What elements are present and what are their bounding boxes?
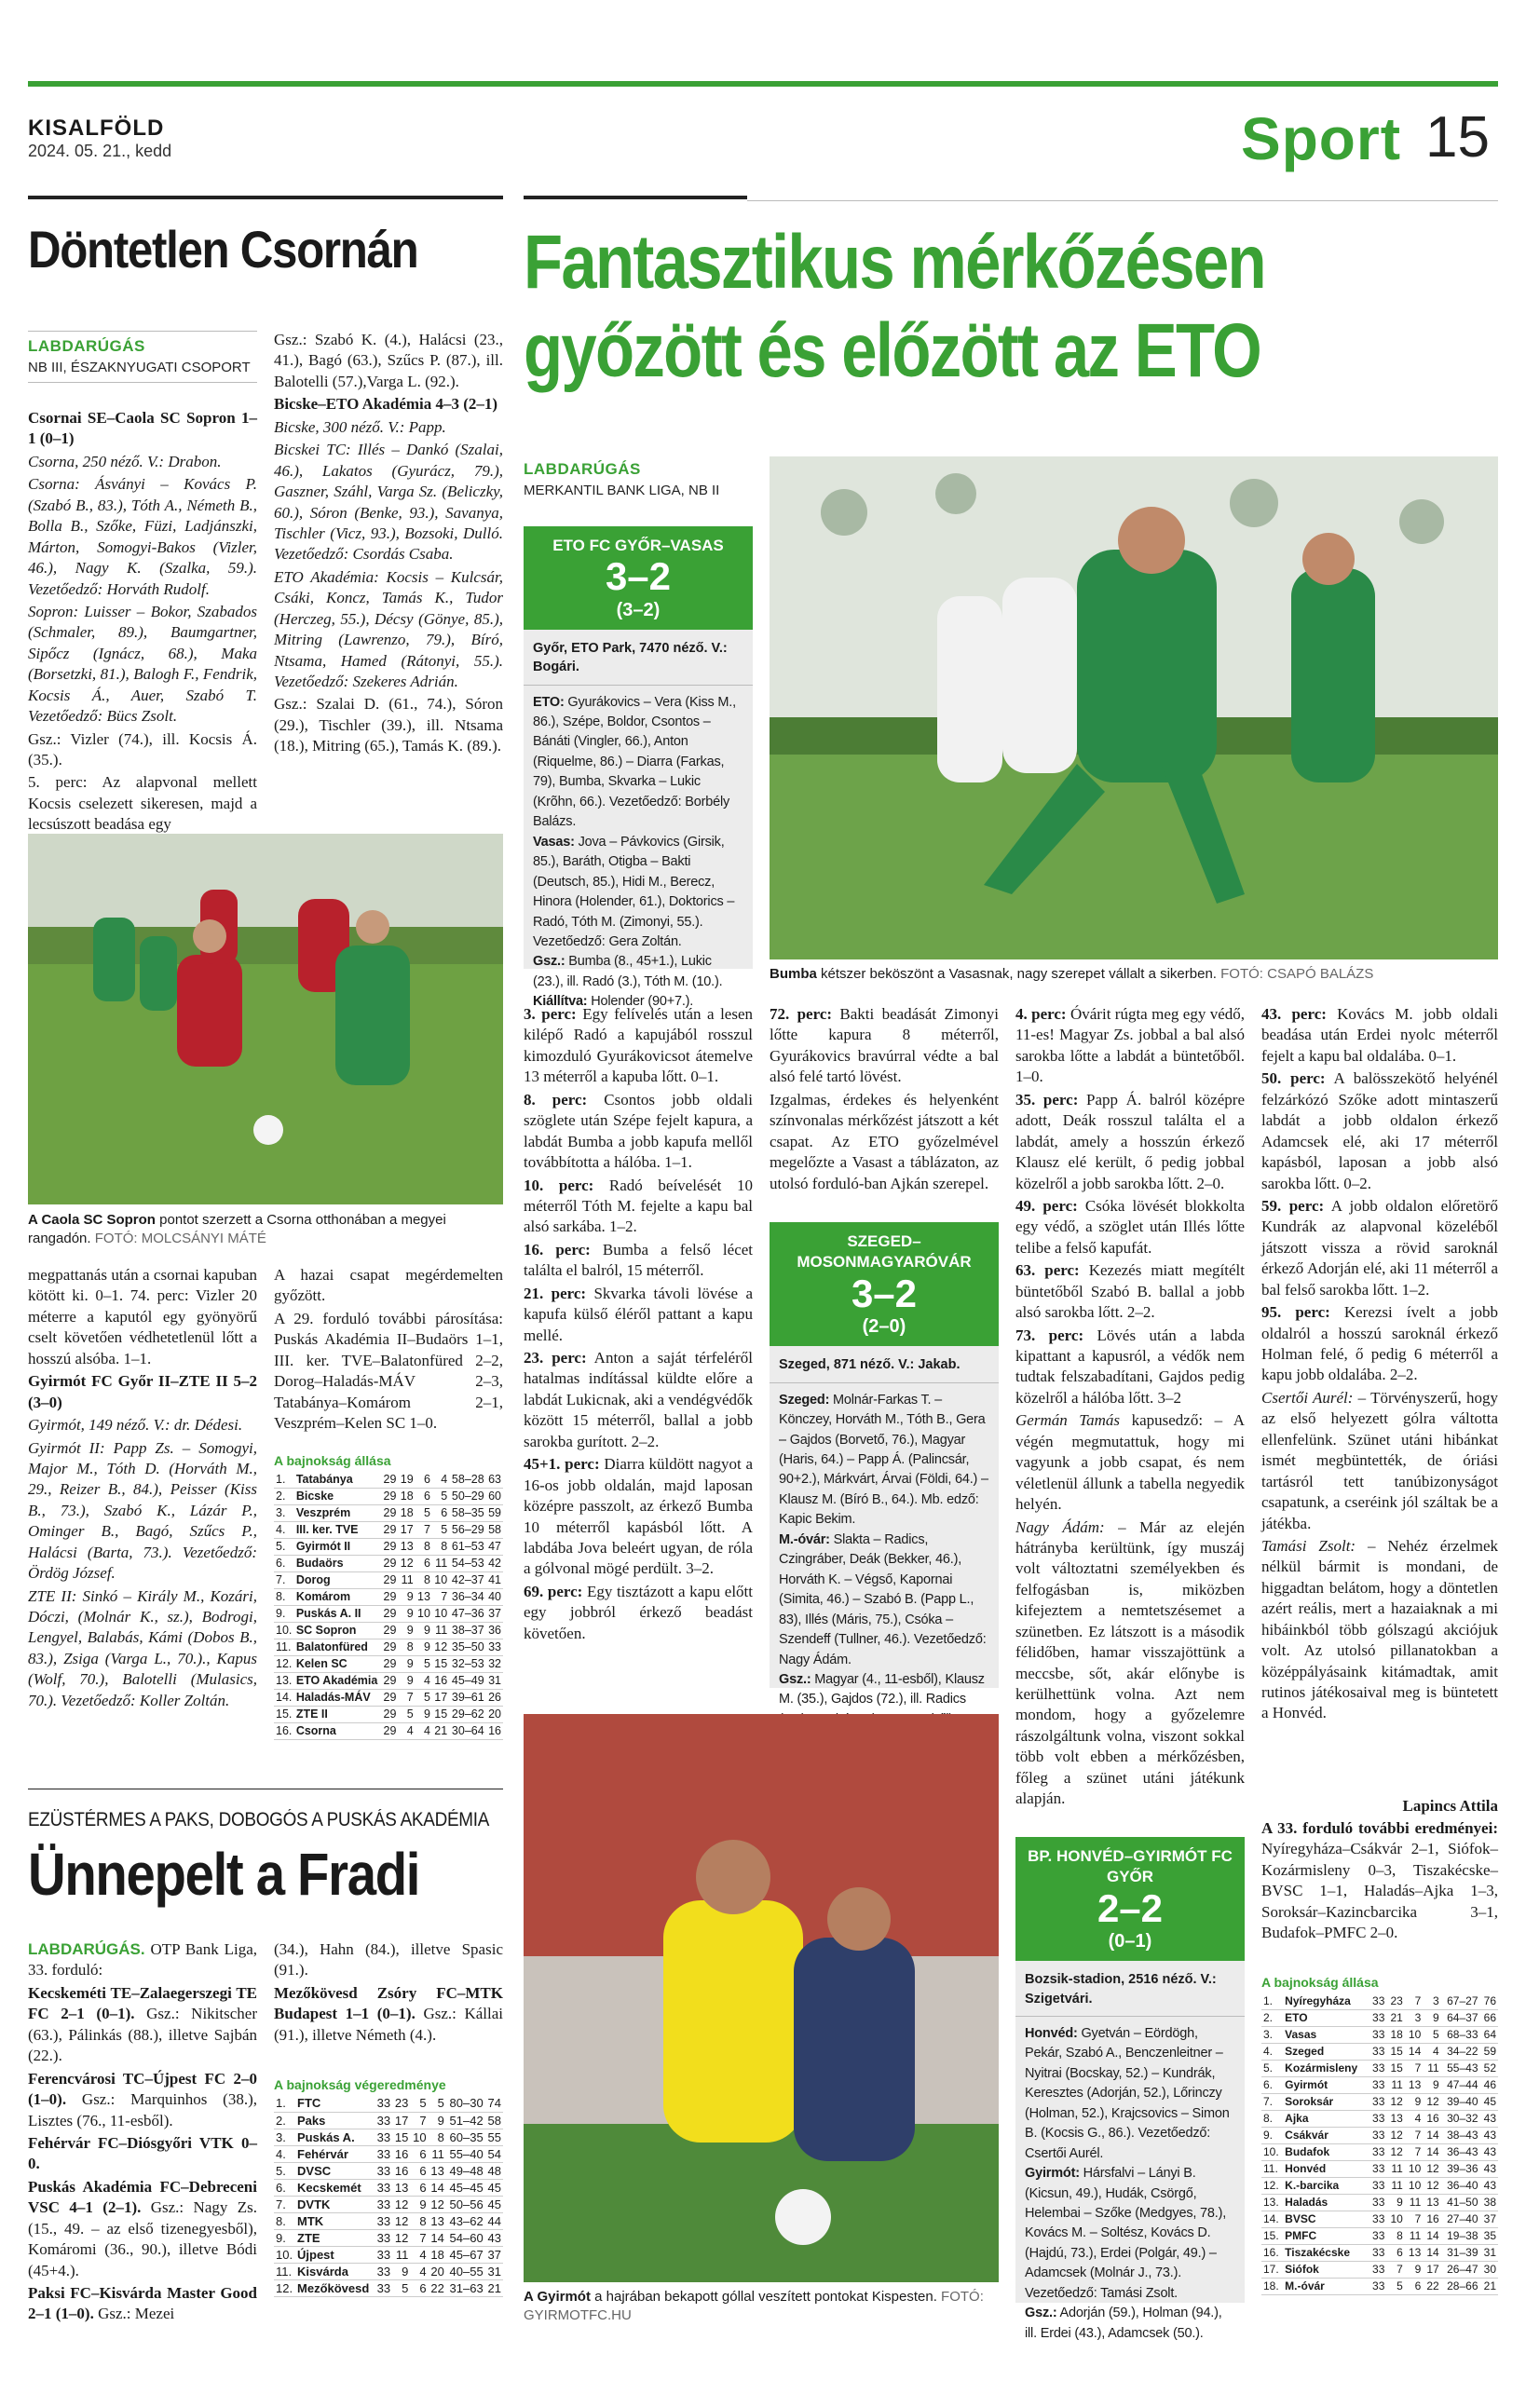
csorna-photo-caption: A Caola SC Sopron pontot szerzett a Csorna otthonában a megyei rangadón. FOTÓ: MOLCSÁNYI MÁTÉ bbox=[28, 1212, 446, 1246]
standings-row: 3. Vasas 33 18 10 5 68–33 64 bbox=[1263, 2028, 1496, 2041]
bumba-photo-caption: Bumba kétszer beköszönt a Vasasnak, nagy szerepet vállalt a sikerben. FOTÓ: CSAPÓ BALÁZS bbox=[770, 966, 1374, 982]
nb2-standings-title: A bajnokság állása bbox=[1261, 1975, 1379, 1990]
szeged-movar-score: 3–2 bbox=[851, 1271, 918, 1315]
nb3-standings bbox=[274, 1453, 503, 1740]
paragraph: Kiállítva: Holender (90+7.). bbox=[533, 994, 694, 1010]
paragraph: 95. perc: Kerezsi ívelt a jobb oldalról a hosszú saroknál érkező Holman felé, ő pedig 6 méterről a kapu jobb oldalába. 2–2. bbox=[1261, 1303, 1498, 1384]
paragraph: Puskás Akadémia FC–Debreceni VSC 4–1 (2–1). Gsz.: Nagy Zs. (15., 49. – az első tizenegyesből), Komáromi (36., 90.), illetve Bódi (45+4.). bbox=[28, 2177, 257, 2279]
left-article-column-4 bbox=[274, 1265, 503, 1436]
standings-row: 6. Kecskemét 33 13 6 14 45–45 45 bbox=[276, 2180, 501, 2195]
paragraph: Honvéd: Gyetván – Eördögh, Pekár, Szabó A., Benczenleitner – Nyitrai (Bocskay, 52.) – Kundrák, Keresztes (Adorján, 52.), Lőrinczy (Holman, 52.), Krajcsovics – Simon B. (Kocsis G., 86.). Vezetőedző: Csertői Aurél. bbox=[1025, 2025, 1230, 2161]
paragraph: Germán Tamás kapusedző: – A végén megmutattuk, hogy mi vagyunk a jobb csapat, és nem véletlenül állunk a tabella negyedik helyén. bbox=[1015, 1411, 1245, 1514]
main-title-line-2: győzött és előzött az ETO bbox=[524, 308, 1261, 393]
paragraph: 4. perc: Óvárit rúgta meg egy védő, 11-es! Magyar Zs. jobbal a bal alsó sarokba lőtte a labdát a büntetőből. 1–0. bbox=[1015, 1005, 1246, 1086]
standings-row: 10. SC Sopron 29 9 9 11 38–37 36 bbox=[276, 1624, 501, 1637]
main-thin-rule bbox=[747, 200, 1498, 201]
paragraph: 10. perc: Radó beívelését 10 méterről Tóth M. fejelte a kapu bal alsó sarkába. 1–2. bbox=[524, 1176, 753, 1236]
csorna-match-photo bbox=[28, 834, 503, 1204]
standings-row: 2. Paks 33 17 7 9 51–42 58 bbox=[276, 2113, 501, 2128]
standings-row: 12. Kelen SC 29 9 5 15 32–53 32 bbox=[276, 1657, 501, 1670]
nb3-standings-table bbox=[274, 1471, 503, 1740]
left-article-column-2 bbox=[274, 330, 503, 759]
nb2-standings bbox=[1261, 1975, 1498, 2295]
fradi-title: Ünnepelt a Fradi bbox=[28, 1841, 420, 1908]
left-article-column-1 bbox=[28, 408, 257, 837]
standings-row: 5. Gyirmót II 29 13 8 8 61–53 47 bbox=[276, 1540, 501, 1553]
paragraph: (34.), Hahn (84.), illetve Spasic (91.). bbox=[274, 1940, 503, 1979]
standings-row: 13. Haladás 33 9 11 13 41–50 38 bbox=[1263, 2196, 1496, 2209]
paragraph: Gyirmót FC Győr II–ZTE II 5–2 (3–0) bbox=[28, 1372, 257, 1411]
paragraph: Gsz.: Adorján (59.), Holman (94.), ill. Erdei (43.), Adamcsek (50.). bbox=[1025, 2306, 1222, 2341]
main-column-c bbox=[1015, 1004, 1245, 1812]
standings-row: 9. Csákvár 33 12 7 14 38–43 43 bbox=[1263, 2129, 1496, 2142]
nb1-standings bbox=[274, 2077, 503, 2297]
standings-row: 8. MTK 33 12 8 13 43–62 44 bbox=[276, 2213, 501, 2228]
standings-row: 2. Bicske 29 18 6 5 50–29 60 bbox=[276, 1490, 501, 1503]
standings-row: 7. DVTK 33 12 9 12 50–56 45 bbox=[276, 2197, 501, 2211]
standings-row: 7. Soroksár 33 12 9 12 39–40 45 bbox=[1263, 2095, 1496, 2108]
paragraph: 16. perc: Bumba a felső lécet találta el balról, 15 méterről. bbox=[524, 1240, 754, 1280]
paragraph: megpattanás után a csornai kapuban kötött ki. 0–1. 74. perc: Vizler 20 méterre a kaputól egy gyönyörű cselt követően védhetetlenül lőtt a hosszú alsóba. 1–1. bbox=[28, 1266, 257, 1367]
standings-row: 10. Budafok 33 12 7 14 36–43 43 bbox=[1263, 2145, 1496, 2158]
standings-row: 3. Veszprém 29 18 5 6 58–35 59 bbox=[276, 1506, 501, 1519]
paragraph: 8. perc: Csontos jobb oldali szöglete után Szépe fejelt kapura, a labdát Bumba a jobb kapufa mellől továbbította a hálóba. 1–1. bbox=[524, 1090, 753, 1172]
paragraph: Csorna, 250 néző. V.: Drabon. bbox=[28, 452, 222, 470]
main-column-rule bbox=[524, 196, 747, 199]
paragraph: Gyirmót, 149 néző. V.: dr. Dédesi. bbox=[28, 1416, 243, 1435]
szeged-movar-header: SZEGED–MOSONMAGYARÓVÁR 3–2 (2–0) bbox=[770, 1222, 999, 1346]
paragraph: 21. perc: Skvarka távoli lövése a kapufa külső éléről pattant a kapu mellé. bbox=[524, 1284, 753, 1344]
honved-gyirmot-header: BP. HONVÉD–GYIRMÓT FC GYŐR 2–2 (0–1) bbox=[1015, 1837, 1245, 1961]
paragraph: 35. perc: Papp Á. balról középre adott, Deák rosszul találta el a labdát, amely a hosszún érkező Klausz elé került, ő pedig jobbal közelről a jobb sarokba lőtt. 2–0. bbox=[1015, 1090, 1245, 1192]
paragraph: Gsz.: Vizler (74.), ill. Kocsis Á. (35.). bbox=[28, 729, 257, 769]
standings-row: 16. Tiszakécske 33 6 13 14 31–39 31 bbox=[1263, 2246, 1496, 2259]
nb2-round-results: A 33. forduló további eredményei: Nyíregyháza–Csákvár 2–1, Siófok–Kozármisleny 0–3, Tiszakécske–BVSC 1–1, Haladás–Ajka 1–3, Soroksár–Kazincbarcika 3–1, Budafok–PMFC 2–0. bbox=[1261, 1819, 1498, 1942]
standings-row: 4. III. ker. TVE 29 17 7 5 56–29 58 bbox=[276, 1523, 501, 1536]
paragraph: Gyirmót II: Papp Zs. – Somogyi, Major M., Tóth D. (Horváth M., 29., Reizer B., 84.), Peisser (Kiss B., 73.), Szabó K., Lázár P., Ominger B., Bagó, Szűcs P., Halácsi (Barta, 73.). Vezetőedző: Ördög József. bbox=[28, 1438, 257, 1583]
paragraph: Csorna: Ásványi – Kovács P. (Szabó B., 83.), Tóth A., Németh B., Bolla B., Szőke, Füzi, Ladjánszki, Márton, Somogyi-Bakos (Vizler, 46.), Nagy K. (Szalka, 59.). Vezetőedző: Horváth Rudolf. bbox=[28, 475, 257, 598]
standings-row: 13. ETO Akadémia 29 9 4 16 45–49 31 bbox=[276, 1674, 501, 1687]
standings-row: 17. Siófok 33 7 9 17 26–47 30 bbox=[1263, 2263, 1496, 2276]
paragraph: 72. perc: Bakti beadását Zimonyi lőtte kapura 8 méterről, Gyurákovics bravúrral védte a bal alsó felé tartó lövést. bbox=[770, 1005, 999, 1086]
paragraph: Mezőkövesd Zsóry FC–MTK Budapest 1–1 (0–1). Gsz.: Kállai (91.), illetve Németh (4.). bbox=[274, 1983, 503, 2044]
left-column-rule bbox=[28, 196, 503, 199]
paragraph: Gyirmót: Hársfalvi – Lányi B. (Kicsun, 49.), Hudák, Csörgő, Helembai – Szőke (Medgyes, 78.), Kovács M. – Soltész, Kovács D. (Hajdú, 73.), Erdei (Polgár, 49.) – Adamcsek (Molnár J., 73.). Vezetőedző: Tamási Zsolt. bbox=[1025, 2166, 1227, 2301]
paragraph: Paksi FC–Kisvárda Master Good 2–1 (1–0). Gsz.: Mezei bbox=[28, 2284, 257, 2323]
standings-row: 5. DVSC 33 16 6 13 49–48 48 bbox=[276, 2163, 501, 2178]
eto-vasas-lineups bbox=[524, 686, 753, 1020]
main-kicker: LABDARÚGÁS bbox=[524, 460, 641, 478]
standings-row: 11. Honvéd 33 11 10 12 39–36 43 bbox=[1263, 2162, 1496, 2175]
paragraph: Nagy Ádám: – Már az elején hátrányba kerültünk, így muszáj volt változtatni személyekben és felfogásban is, miközben kifejeztem a nemtetszésemet a szünetben. Ez látszott is a második félidőben, hamar visszajöttünk a meccsbe, sőt, akár előnybe is kerülhettünk volna. Azt nem mondom, hogy a győzelemre rászolgáltunk volna, viszont sokkal több volt ebben a mérkőzésben, főleg a szünet utáni játékunk alapján. bbox=[1015, 1517, 1245, 1808]
standings-row: 9. ZTE 33 12 7 14 54–60 43 bbox=[276, 2230, 501, 2245]
left-kicker-sub: NB III, ÉSZAKNYUGATI CSOPORT bbox=[28, 360, 251, 375]
publication-name: KISALFÖLD bbox=[28, 116, 165, 141]
paragraph: 5. perc: Az alapvonal mellett Kocsis cselezett sikeresen, majd a lecsúszott beadása egy bbox=[28, 773, 257, 834]
kicker-rule-bottom bbox=[28, 382, 257, 383]
paragraph: Izgalmas, érdekes és helyenként színvonalas mérkőzést játszott a két csapat. Az ETO győzelmével megelőzte a Vasast a táblázaton, az utolsó forduló-ban Ajkán szerepel. bbox=[770, 1090, 999, 1192]
paragraph: Bicske, 300 néző. V.: Papp. bbox=[274, 417, 446, 436]
main-kicker-sub: MERKANTIL BANK LIGA, NB II bbox=[524, 483, 720, 498]
fradi-kicker-line: EZÜSTÉRMES A PAKS, DOBOGÓS A PUSKÁS AKADÉMIA bbox=[28, 1809, 490, 1830]
standings-row: 12. K.-barcika 33 11 10 12 36–40 43 bbox=[1263, 2179, 1496, 2192]
paragraph: 50. perc: A balösszekötő helyénél felzárkózó Szőke adott mintaszerű labdát a jobb oldalon érkező Adamcsek elé, aki 17 méterről kapásból, laposan a jobb alsó sarokba lőtt. 0–2. bbox=[1261, 1069, 1498, 1192]
paragraph: 23. perc: Anton a saját térfeléről hatalmas indítással küldte előre a labdát Lukicnak, aki a vendégvédők között 15 méterről, ballal a jobb sarokba gurított. 2–2. bbox=[524, 1349, 753, 1450]
standings-row: 8. Komárom 29 9 13 7 36–34 40 bbox=[276, 1590, 501, 1603]
standings-row: 8. Ajka 33 13 4 16 30–32 43 bbox=[1263, 2112, 1496, 2125]
fradi-column-2 bbox=[274, 1939, 503, 2047]
paragraph: Sopron: Luisser – Bokor, Szabados (Schmaler, 89.), Baumgartner, Sipőcz (Ignácz, 68.), Maka (Borsetzki, 81.), Balogh F., Fendrik, Kocsis Á., Auer, Szabó T. Vezetőedző: Bücs Zsolt. bbox=[28, 602, 257, 726]
paragraph: M.-óvár: Slakta – Radics, Czingráber, Deák (Bekker, 46.), Horváth K. – Végső, Kapornai (Simita, 46.) – Szabó B. (Papp L., 83), Illés (Máris, 75.), Csóka – Szendeff (Tullner, 46.). Vezetőedző: Nagy Ádám. bbox=[779, 1531, 987, 1667]
honved-gyirmot-result-box bbox=[1015, 1837, 1245, 2341]
page-number: 15 bbox=[1425, 105, 1490, 170]
standings-row: 3. Puskás A. 33 15 10 8 60–35 55 bbox=[276, 2129, 501, 2144]
section-name: Sport bbox=[1241, 105, 1402, 172]
nb2-standings-table bbox=[1261, 1993, 1498, 2295]
main-column-d bbox=[1261, 1004, 1498, 1726]
gyirmot-photo-caption: A Gyirmót a hajrában bekapott góllal veszített pontokat Kispesten. FOTÓ: GYIRMOTFC.HU bbox=[524, 2289, 984, 2323]
paragraph: Gsz.: Magyar (4., 11-esből), Klausz M. (35.), Gajdos (72.), ill. Radics bbox=[779, 1672, 985, 1707]
honved-gyirmot-lineups bbox=[1015, 2017, 1245, 2351]
paragraph: 49. perc: Csóka lövését blokkolta egy védő, a szöglet után Illés lőtte telibe a felső kapufát. bbox=[1015, 1196, 1245, 1257]
nb1-standings-table bbox=[274, 2095, 503, 2297]
paragraph: Gsz.: Szabó K. (4.), Halácsi (23., 41.), Bagó (63.), Szűcs P. (87.), ill. Balotelli (57.),Varga L. (92.). bbox=[274, 331, 503, 390]
standings-row: 15. PMFC 33 8 11 14 19–38 35 bbox=[1263, 2229, 1496, 2242]
kicker-rule bbox=[28, 331, 257, 332]
paragraph: 3. perc: Egy felívelés után a lesen kilépő Radó a kapujából rosszul kimozduló Gyurákovicsot átemelve 13 méterről a kapuba lőtt. 0–1. bbox=[524, 1005, 753, 1086]
paragraph: 69. perc: Egy tisztázott a kapu előtt egy jobbról érkező beadást követően. bbox=[524, 1582, 753, 1642]
paragraph: A 29. forduló további párosítása: Puskás Akadémia II–Budaörs 1–1, III. ker. TVE–Balatonfüred 2–2, Dorog–Haladás-MÁV 2–3, Tatabánya–Komárom 2–1, Veszprém–Kelen SC 1–0. bbox=[274, 1309, 503, 1433]
standings-row: 4. Fehérvár 33 16 6 11 55–40 54 bbox=[276, 2146, 501, 2161]
paragraph: Csertői Aurél: – Törvényszerű, hogy az első helyezett gólra váltotta ellenfelünk. Szünet utáni hibánkat ismét megbüntették, de óriási tartásról tett tanúbizonyságot csapatunk, a cseréink jól száltak be a játékba. bbox=[1261, 1388, 1499, 1532]
paragraph: 43. perc: Kovács M. jobb oldali beadása után Erdei nyolc méterről fejelt a kapu bal oldalába. 0–1. bbox=[1261, 1005, 1498, 1065]
issue-date: 2024. 05. 21., kedd bbox=[28, 142, 172, 160]
paragraph: Kecskeméti TE–Zalaegerszegi TE FC 2–1 (0–1). Gsz.: Nikitscher (63.), Pálinkás (88.), illetve Sajbán (22.). bbox=[28, 1983, 257, 2065]
szeged-movar-result-box bbox=[770, 1222, 999, 1707]
standings-row: 2. ETO 33 21 3 9 64–37 66 bbox=[1263, 2011, 1496, 2024]
paragraph: Fehérvár FC–Diósgyőri VTK 0–0. bbox=[28, 2133, 257, 2173]
honved-gyirmot-score: 2–2 bbox=[1097, 1885, 1164, 1930]
left-kicker: LABDARÚGÁS bbox=[28, 337, 145, 355]
eto-vasas-result-box bbox=[524, 526, 753, 1010]
nb1-standings-title: A bajnokság végeredménye bbox=[274, 2077, 446, 2092]
paragraph: ETO: Gyurákovics – Vera (Kiss M., 86.), Szépe, Boldor, Csontos – Bánáti (Vingler, 66.), Anton (Riquelme, 86.) – Diarra (Farkas, 79), Bumba, Skvarka – Lukic (Krõhn, 66.). Vezetőedző: Borbély Balázs. bbox=[533, 694, 736, 830]
standings-row: 6. Gyirmót 33 11 13 9 47–44 46 bbox=[1263, 2078, 1496, 2091]
paragraph: Tamási Zsolt: – Nehéz érzelmek nélkül bármit is mondani, de higgadtan belátom, hogy a döntetlen azért reális, mert a hazaiaknak a mi hibáinkból több gólszagú akciójuk volt. Az utolsó pillanatokban a középpályásaink kitámadtak, amit rutinos játékosaival meg is büntetett a Honvéd. bbox=[1261, 1536, 1499, 1722]
honved-gyirmot-venue: Bozsik-stadion, 2516 néző. V.: Szigetvári. bbox=[1015, 1961, 1245, 2017]
standings-row: 18. M.-óvár 33 5 6 22 28–66 21 bbox=[1263, 2279, 1496, 2292]
paragraph: 63. perc: Kezezés miatt megítélt büntetőből Szabó B. ballal a jobb alsó sarokba lőtt. 2–2. bbox=[1015, 1261, 1245, 1322]
paragraph: Gsz.: Szalai D. (61., 74.), Sóron (29.), Tischler (39.), ill. Ntsama (18.), Mitring (65.), Tamás K. (89.). bbox=[274, 695, 503, 755]
paragraph: A hazai csapat megérdemelten győzött. bbox=[274, 1266, 503, 1305]
paragraph: Bicske–ETO Akadémia 4–3 (2–1) bbox=[274, 395, 498, 414]
author-name: Lapincs Attila bbox=[1402, 1797, 1498, 1815]
eto-vasas-score: 3–2 bbox=[605, 554, 672, 599]
paragraph: Bicskei TC: Illés – Dankó (Szalai, 46.), Lakatos (Gyurácz, 79.), Gaszner, Száhl, Varga Sz. (Beliczky, 60.), Sóron (Benke, 93.), Savanya, Tischler (Vicz, 93.), Bozsoki, Dulló. Vezetőedző: Csordás Csaba. bbox=[274, 441, 503, 564]
standings-row: 5. Kozármisleny 33 15 7 11 55–43 52 bbox=[1263, 2061, 1496, 2075]
standings-row: 15. ZTE II 29 5 9 15 29–62 20 bbox=[276, 1707, 501, 1721]
left-article-title: Döntetlen Csornán bbox=[28, 220, 418, 279]
main-title-line-1: Fantasztikus mérkőzésen bbox=[524, 220, 1265, 305]
paragraph: LABDARÚGÁS. OTP Bank Liga, 33. forduló: bbox=[28, 1940, 257, 1979]
szeged-movar-lineups bbox=[770, 1383, 999, 1738]
standings-row: 6. Budaörs 29 12 6 11 54–53 42 bbox=[276, 1557, 501, 1570]
left-article-column-3 bbox=[28, 1265, 257, 1713]
gyirmot-match-photo bbox=[524, 1714, 999, 2282]
paragraph: Csornai SE–Caola SC Sopron 1–1 (0–1) bbox=[28, 409, 257, 448]
paragraph: 73. perc: Lövés után a labda kipattant a kapusról, a védők nem tudtak felszabadítani, Gajdos pedig közelről a hálóba lőtt. 3–2 bbox=[1015, 1326, 1245, 1407]
main-column-b bbox=[770, 1004, 999, 1196]
standings-row: 14. BVSC 33 10 7 16 27–40 37 bbox=[1263, 2212, 1496, 2225]
standings-row: 10. Újpest 33 11 4 18 45–67 37 bbox=[276, 2247, 501, 2262]
paragraph: ZTE II: Sinkó – Király M., Kozári, Dóczi, (Molnár K., sz.), Bodrogi, Lengyel, Balabás, Kámi (Dobos B., 83.), Zsiga (Varga L., 70.)., Kapus (Wolf, 70.), Balotelli (Mulasics, 70.). Vezetőedző: Koller Zoltán. bbox=[28, 1586, 257, 1709]
eto-vasas-header: ETO FC GYŐR–VASAS 3–2 (3–2) bbox=[524, 526, 753, 630]
standings-row: 12. Mezőkövesd 33 5 6 22 31–63 21 bbox=[276, 2280, 501, 2295]
standings-row: 14. Haladás-MÁV 29 7 5 17 39–61 26 bbox=[276, 1691, 501, 1704]
paragraph: Szeged: Molnár-Farkas T. – Könczey, Horváth M., Tóth B., Gera – Gajdos (Borvető, 76.), Magyar (Haris, 64.) – Papp Á. (Palincsár, 90+2.), Márkvárt, Árvai (Földi, 64.) – Klausz M. (Bíró B., 64.). Mb. edző: Kapic Bekim. bbox=[779, 1392, 988, 1528]
standings-row: 7. Dorog 29 11 8 10 42–37 41 bbox=[276, 1573, 501, 1586]
nb3-standings-title: A bajnokság állása bbox=[274, 1453, 391, 1468]
paragraph: ETO Akadémia: Kocsis – Kulcsár, Csáki, Koncz, Tamás K., Tudor (Herczeg, 55.), Décsy (Gönye, 85.), Mitring (Lawrenzo, 79.), Bíró, Ntsama, Hamed (Rátonyi, 55.). Vezetőedző: Szekeres Adrián. bbox=[274, 567, 503, 690]
standings-row: 1. Nyíregyháza 33 23 7 3 67–27 76 bbox=[1261, 1993, 1498, 2009]
standings-row: 11. Balatonfüred 29 8 9 12 35–50 33 bbox=[276, 1640, 501, 1653]
paragraph: Vasas: Jova – Pávkovics (Girsik, 85.), Baráth, Otigba – Bakti (Deutsch, 85.), Hidi M., Berecz, Hinora (Holender, 61.), Doktorics – Radó, Tóth M. (Zimonyi, 55.). Vezetőedző: Gera Zoltán. bbox=[533, 834, 735, 949]
fradi-column-1 bbox=[28, 1939, 257, 2327]
standings-row: 4. Szeged 33 15 14 4 34–22 59 bbox=[1263, 2045, 1496, 2058]
szeged-movar-venue: Szeged, 871 néző. V.: Jakab. bbox=[770, 1346, 999, 1382]
standings-row: 16. Csorna 29 4 4 21 30–64 16 bbox=[276, 1724, 501, 1737]
paragraph: 45+1. perc: Diarra küldött nagyot a 16-os jobb oldalán, majd laposan középre passzolt, az érkező Bumba 10 méterről kapásból lőtt. A labdába Jova beleért ugyan, de róla a gólvonal mögé perdült. 3–2. bbox=[524, 1455, 753, 1578]
paragraph: Ferencvárosi TC–Újpest FC 2–0 (1–0). Gsz.: Marquinhos (38.), Lisztes (76., 11-esből). bbox=[28, 2069, 257, 2129]
standings-row: 1. Tatabánya 29 19 6 4 58–28 63 bbox=[274, 1471, 503, 1488]
standings-row: 9. Puskás A. II 29 9 10 10 47–36 37 bbox=[276, 1607, 501, 1620]
eto-vasas-venue: Győr, ETO Park, 7470 néző. V.: Bogári. bbox=[524, 630, 753, 686]
main-column-a bbox=[524, 1004, 753, 1646]
standings-row: 11. Kisvárda 33 9 4 20 40–55 31 bbox=[276, 2264, 501, 2279]
standings-row: 1. FTC 33 23 5 5 80–30 74 bbox=[276, 2096, 501, 2111]
paragraph: Gsz.: Bumba (8., 45+1.), Lukic (23.), ill. Radó (3.), Tóth M. (10.). bbox=[533, 954, 723, 989]
bumba-celebration-photo bbox=[770, 456, 1498, 959]
top-accent-bar bbox=[28, 81, 1498, 87]
paragraph: 59. perc: A jobb oldalon előretörő Kundrák az alapvonal közeléből játszott vissza a rövid saroknál érkező Adorján elé, aki 11 méterről a bal felső sarokba lőtt. 1–2. bbox=[1261, 1196, 1498, 1299]
